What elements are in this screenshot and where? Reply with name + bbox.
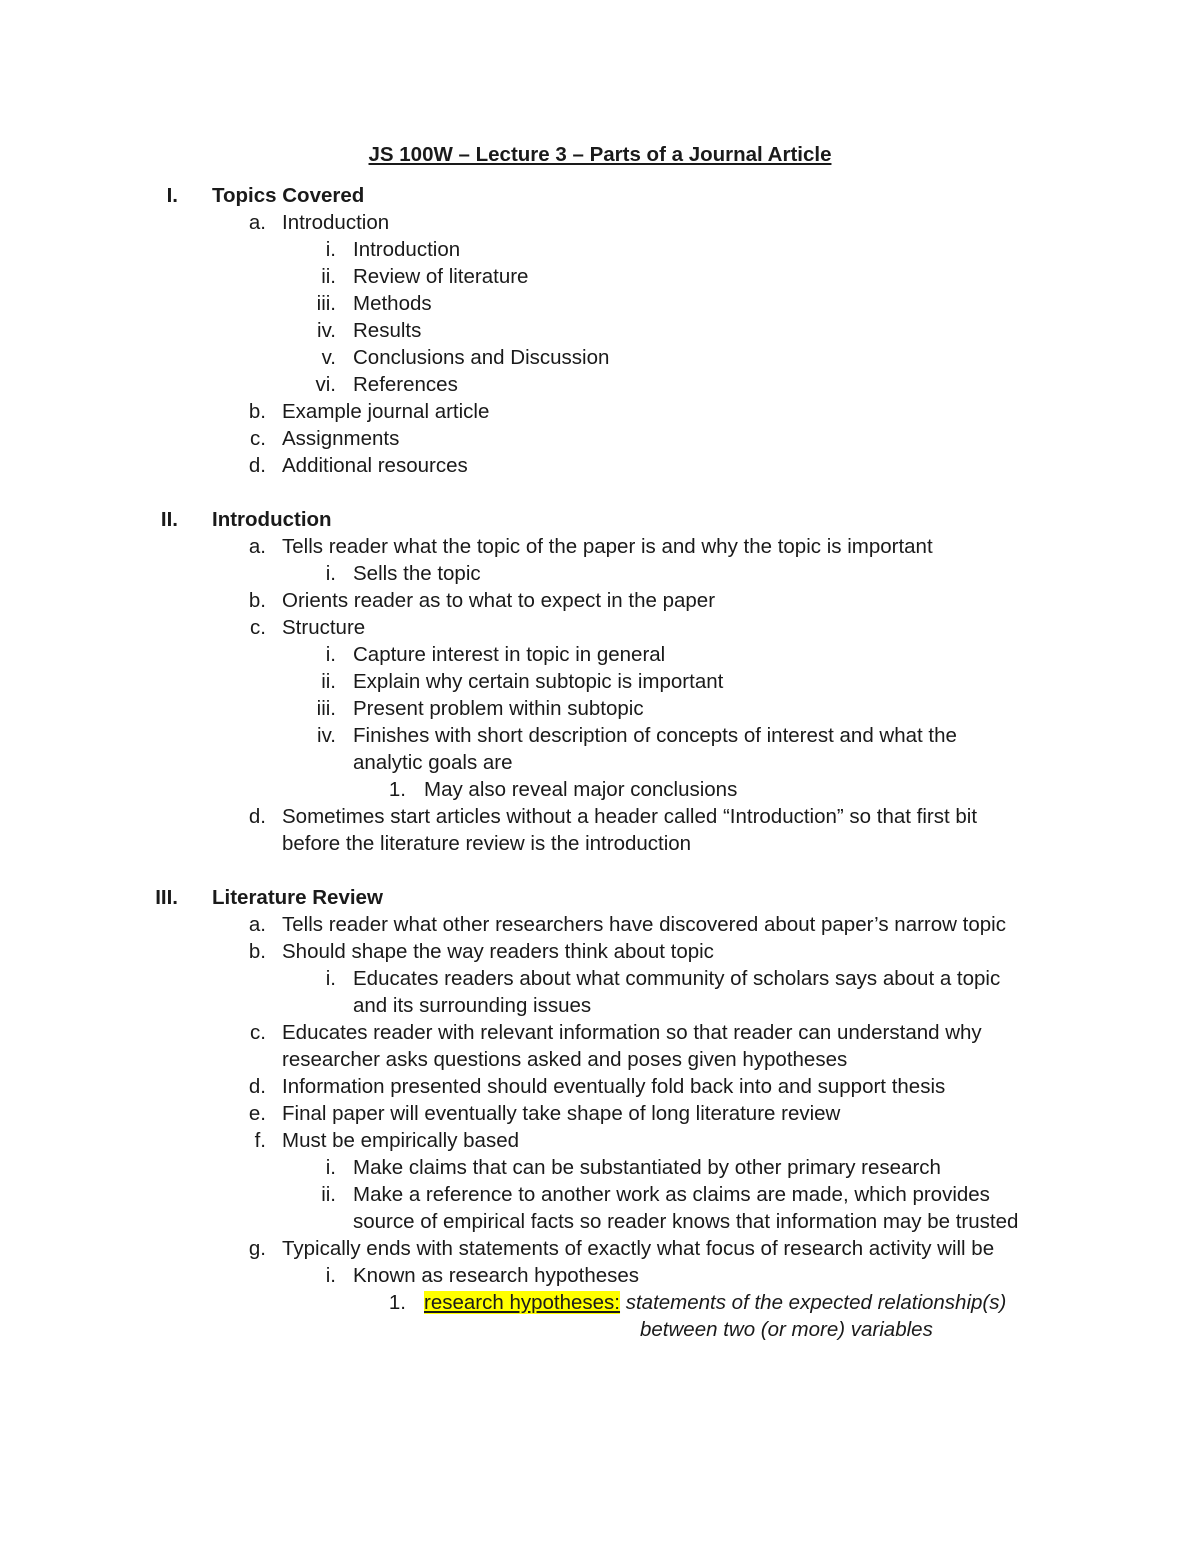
list-marker: iv. <box>317 724 336 747</box>
list-marker: i. <box>325 1156 336 1179</box>
list-marker: i. <box>325 1264 336 1287</box>
list-marker: g. <box>248 1237 266 1260</box>
list-item-continuation: source of empirical facts so reader knows that information may be trusted <box>353 1210 1019 1233</box>
list-marker: a. <box>248 913 266 936</box>
list-marker: d. <box>248 1075 266 1098</box>
list-item: Educates reader with relevant information so that reader can understand why <box>282 1021 982 1044</box>
list-marker: e. <box>248 1102 266 1125</box>
list-marker: f. <box>254 1129 266 1152</box>
list-marker: i. <box>325 562 336 585</box>
term-definition: statements of the expected relationship(s) <box>625 1291 1007 1314</box>
list-item-continuation: and its surrounding issues <box>353 994 592 1017</box>
list-marker: 1. <box>388 778 406 801</box>
list-marker: i. <box>325 643 336 666</box>
list-item: Sells the topic <box>353 562 481 585</box>
list-item: Conclusions and Discussion <box>353 346 610 369</box>
list-item: Tells reader what other researchers have discovered about paper’s narrow topic <box>282 913 1006 936</box>
list-marker: iii. <box>316 697 336 720</box>
list-item: References <box>353 373 458 396</box>
list-item: Typically ends with statements of exactly what focus of research activity will be <box>282 1237 995 1260</box>
section-heading-literature-review: Literature Review <box>212 886 383 909</box>
list-item: Explain why certain subtopic is important <box>353 670 724 693</box>
list-item-continuation: before the literature review is the introduction <box>282 832 692 855</box>
list-marker: iii. <box>316 292 336 315</box>
list-item: Capture interest in topic in general <box>353 643 666 666</box>
list-marker: d. <box>248 454 266 477</box>
list-marker: a. <box>248 211 266 234</box>
list-marker: v. <box>321 346 336 369</box>
list-item: Review of literature <box>353 265 529 288</box>
list-marker: i. <box>325 967 336 990</box>
section-marker: III. <box>155 886 178 909</box>
list-marker: b. <box>248 940 266 963</box>
section-heading-introduction: Introduction <box>212 508 332 531</box>
term-definition-continuation: between two (or more) variables <box>640 1318 933 1341</box>
page-title: JS 100W – Lecture 3 – Parts of a Journal Article <box>368 143 832 166</box>
list-item-continuation: researcher asks questions asked and poses given hypotheses <box>282 1048 848 1071</box>
list-item: Example journal article <box>282 400 490 423</box>
list-item: Educates readers about what community of scholars says about a topic <box>353 967 1001 990</box>
list-item: Tells reader what the topic of the paper is and why the topic is important <box>282 535 933 558</box>
list-item: Should shape the way readers think about topic <box>282 940 714 963</box>
list-item: Final paper will eventually take shape of long literature review <box>282 1102 841 1125</box>
list-item: Assignments <box>282 427 400 450</box>
list-item: Must be empirically based <box>282 1129 519 1152</box>
list-marker: b. <box>248 400 266 423</box>
list-marker: a. <box>248 535 266 558</box>
list-item: Known as research hypotheses <box>353 1264 640 1287</box>
list-marker: c. <box>250 616 266 639</box>
list-item: Make a reference to another work as claims are made, which provides <box>353 1183 990 1206</box>
section-marker: I. <box>166 184 178 207</box>
list-item: Structure <box>282 616 366 639</box>
list-item: Methods <box>353 292 432 315</box>
list-marker: vi. <box>315 373 336 396</box>
list-item: Introduction <box>353 238 461 261</box>
list-item <box>424 1289 1006 1316</box>
list-item-continuation: analytic goals are <box>353 751 513 774</box>
list-marker: b. <box>248 589 266 612</box>
section-heading-topics-covered: Topics Covered <box>212 184 365 207</box>
list-item: Present problem within subtopic <box>353 697 644 720</box>
list-marker: i. <box>325 238 336 261</box>
list-marker: ii. <box>321 670 336 693</box>
list-marker: c. <box>250 1021 266 1044</box>
list-item: Introduction <box>282 211 390 234</box>
highlighted-term: research hypotheses: <box>424 1291 621 1314</box>
list-marker: d. <box>248 805 266 828</box>
section-marker: II. <box>160 508 178 531</box>
list-item: Sometimes start articles without a header called “Introduction” so that first bit <box>282 805 978 828</box>
list-item: Finishes with short description of concepts of interest and what the <box>353 724 957 747</box>
list-item: Results <box>353 319 422 342</box>
list-marker: ii. <box>321 1183 336 1206</box>
list-item: Make claims that can be substantiated by other primary research <box>353 1156 941 1179</box>
list-item: Information presented should eventually fold back into and support thesis <box>282 1075 946 1098</box>
list-marker: c. <box>250 427 266 450</box>
list-marker: 1. <box>388 1291 406 1314</box>
list-item: May also reveal major conclusions <box>424 778 738 801</box>
list-marker: ii. <box>321 265 336 288</box>
list-item: Additional resources <box>282 454 468 477</box>
list-marker: iv. <box>317 319 336 342</box>
list-item: Orients reader as to what to expect in the paper <box>282 589 716 612</box>
